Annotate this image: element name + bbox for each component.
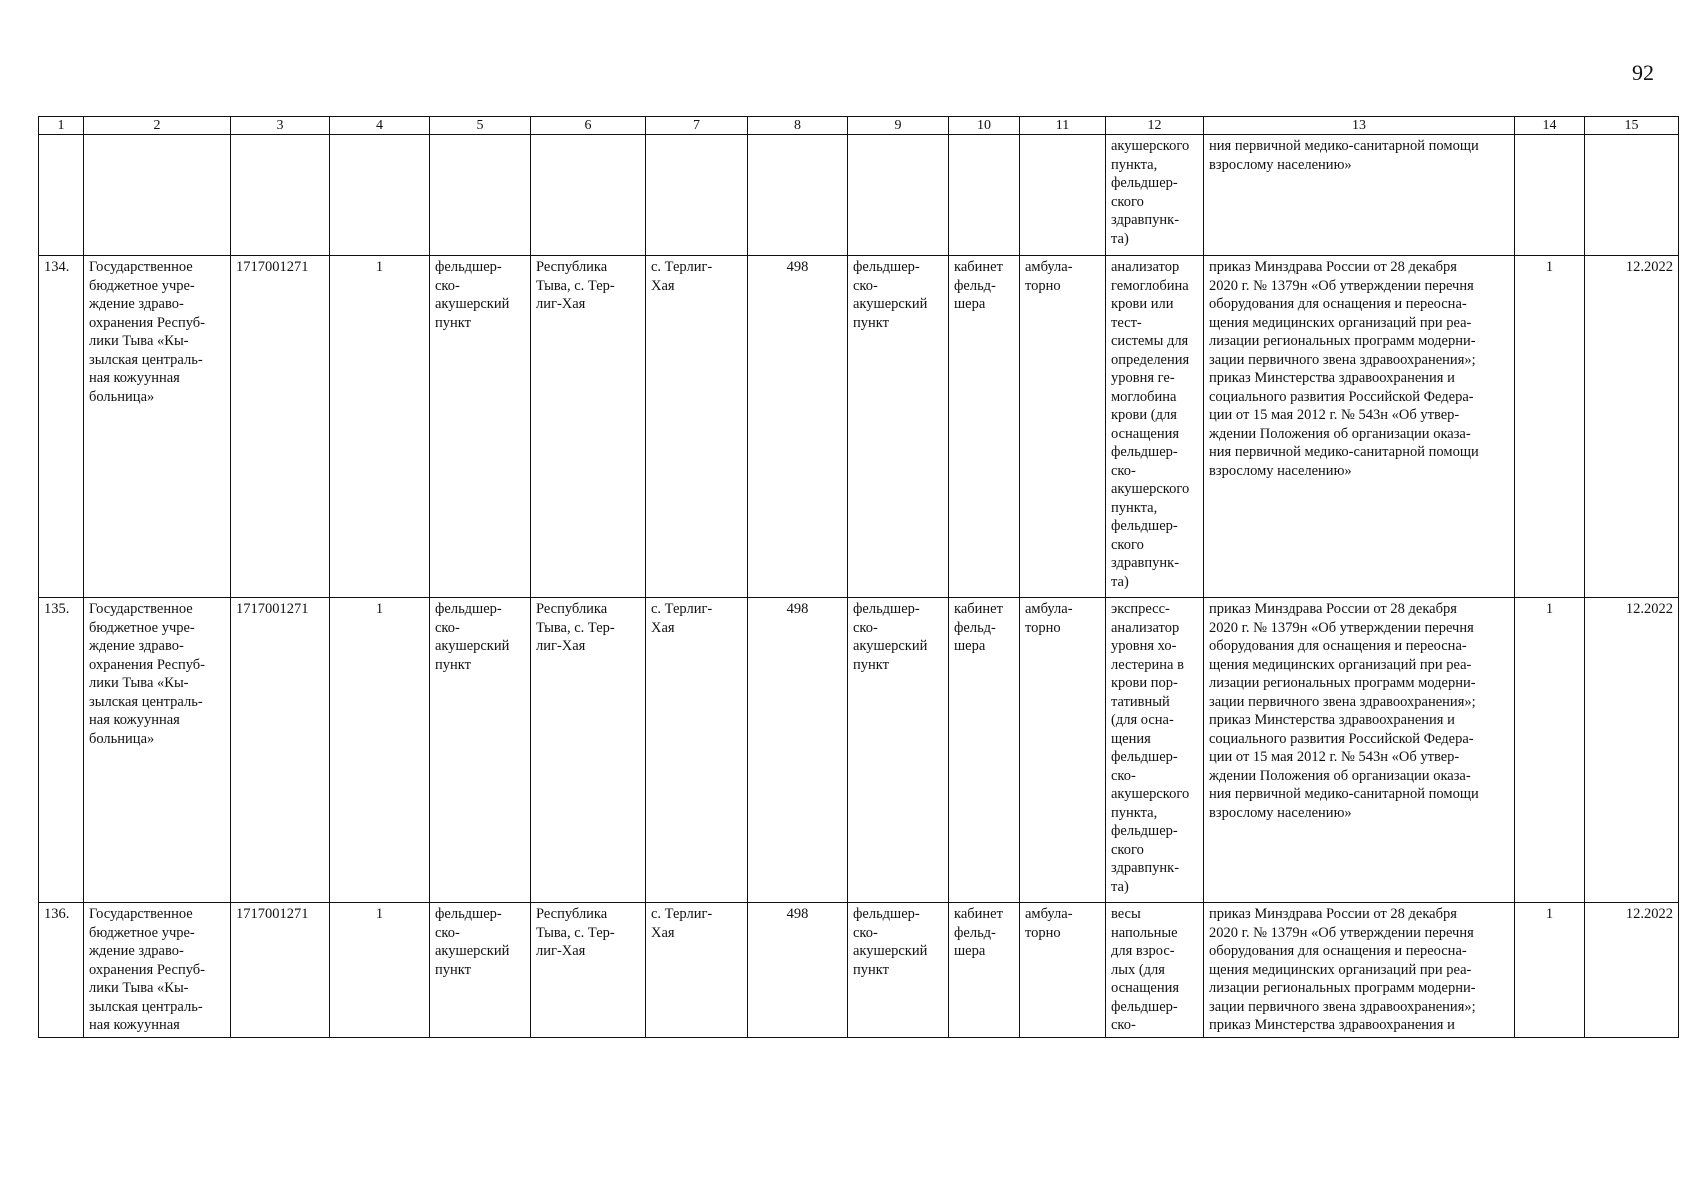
- empty-cell: [84, 135, 231, 256]
- inn-cell: 1717001271: [231, 256, 330, 598]
- equipment-cell: весы напольные для взрос- лых (для оснащения фельдшер- ско-: [1106, 903, 1204, 1038]
- equipment-cell: акушерского пункта, фельдшер- ского здравпунк- та): [1106, 135, 1204, 256]
- room-cell: кабинет фельд- шера: [949, 256, 1020, 598]
- facility-cell: фельдшер- ско- акушерский пункт: [848, 903, 949, 1038]
- legal-basis-cell: приказ Минздрава России от 28 декабря 2020 г. № 1379н «Об утверждении перечня оборудования для оснащения и переосна- щения медицинских организаций при реа- лизации региональных программ модерни- зации первичного звена здравоохранения»; приказ Минстерства здравоохранения и социального развития Российской Федера- ции от 15 мая 2012 г. № 543н «Об утвер- ждении Положения об организации оказа- ния первичной медико-санитарной помощи взрослому населению»: [1204, 598, 1515, 903]
- legal-basis-cell: ния первичной медико-санитарной помощи взрослому населению»: [1204, 135, 1515, 256]
- empty-cell: [949, 135, 1020, 256]
- column-header-11: 11: [1020, 117, 1106, 135]
- column-header-9: 9: [848, 117, 949, 135]
- empty-cell: [531, 135, 646, 256]
- column-header-8: 8: [748, 117, 848, 135]
- room-cell: кабинет фельд- шера: [949, 903, 1020, 1038]
- column-header-10: 10: [949, 117, 1020, 135]
- column-header-6: 6: [531, 117, 646, 135]
- region-cell: Республика Тыва, с. Тер- лиг-Хая: [531, 256, 646, 598]
- date-cell: 12.2022: [1585, 256, 1679, 598]
- empty-cell: [1515, 135, 1585, 256]
- unit-type-cell: фельдшер- ско- акушерский пункт: [430, 598, 531, 903]
- care-type-cell: амбула- торно: [1020, 903, 1106, 1038]
- region-cell: Республика Тыва, с. Тер- лиг-Хая: [531, 598, 646, 903]
- quantity-cell: 1: [1515, 256, 1585, 598]
- care-type-cell: амбула- торно: [1020, 256, 1106, 598]
- column-header-3: 3: [231, 117, 330, 135]
- unit-type-cell: фельдшер- ско- акушерский пункт: [430, 903, 531, 1038]
- row-number-cell: 134.: [39, 256, 84, 598]
- column-header-13: 13: [1204, 117, 1515, 135]
- care-type-cell: амбула- торно: [1020, 598, 1106, 903]
- column-header-15: 15: [1585, 117, 1679, 135]
- equipment-cell: анализатор гемоглобина крови или тест- системы для определения уровня ге- моглобина крови (для оснащения фельдшер- ско- акушерского пункта, фельдшер- ского здравпунк- та): [1106, 256, 1204, 598]
- empty-cell: [430, 135, 531, 256]
- inn-cell: 1717001271: [231, 903, 330, 1038]
- empty-cell: [848, 135, 949, 256]
- institution-cell: Государственное бюджетное учре- ждение здраво- охранения Респуб- лики Тыва «Кы- зылская централь- ная кожуунная больница»: [84, 256, 231, 598]
- empty-cell: [1585, 135, 1679, 256]
- column-header-14: 14: [1515, 117, 1585, 135]
- column-header-5: 5: [430, 117, 531, 135]
- institution-cell: Государственное бюджетное учре- ждение здраво- охранения Респуб- лики Тыва «Кы- зылская централь- ная кожуунная: [84, 903, 231, 1038]
- column-header-7: 7: [646, 117, 748, 135]
- date-cell: 12.2022: [1585, 903, 1679, 1038]
- register-table: [38, 116, 1679, 1038]
- row-number-cell: 136.: [39, 903, 84, 1038]
- institution-cell: Государственное бюджетное учре- ждение здраво- охранения Респуб- лики Тыва «Кы- зылская централь- ная кожуунная больница»: [84, 598, 231, 903]
- empty-cell: [330, 135, 430, 256]
- population-cell: 498: [748, 903, 848, 1038]
- column-number-row: [39, 117, 1679, 135]
- quantity-cell: 1: [1515, 598, 1585, 903]
- continuation-row: [39, 135, 1679, 256]
- row-number-cell: 135.: [39, 598, 84, 903]
- table-row: [39, 598, 1679, 903]
- empty-cell: [1020, 135, 1106, 256]
- column-header-2: 2: [84, 117, 231, 135]
- population-cell: 498: [748, 256, 848, 598]
- page-number: 92: [1632, 60, 1654, 85]
- unit-type-cell: фельдшер- ско- акушерский пункт: [430, 256, 531, 598]
- date-cell: 12.2022: [1585, 598, 1679, 903]
- facility-cell: фельдшер- ско- акушерский пункт: [848, 256, 949, 598]
- population-cell: 498: [748, 598, 848, 903]
- empty-cell: [39, 135, 84, 256]
- column-header-4: 4: [330, 117, 430, 135]
- empty-cell: [748, 135, 848, 256]
- facility-cell: фельдшер- ско- акушерский пункт: [848, 598, 949, 903]
- region-cell: Республика Тыва, с. Тер- лиг-Хая: [531, 903, 646, 1038]
- settlement-cell: с. Терлиг- Хая: [646, 903, 748, 1038]
- empty-cell: [231, 135, 330, 256]
- table-row: [39, 903, 1679, 1038]
- legal-basis-cell: приказ Минздрава России от 28 декабря 2020 г. № 1379н «Об утверждении перечня оборудования для оснащения и переосна- щения медицинских организаций при реа- лизации региональных программ модерни- зации первичного звена здравоохранения»; приказ Минстерства здравоохранения и: [1204, 903, 1515, 1038]
- column-header-12: 12: [1106, 117, 1204, 135]
- settlement-cell: с. Терлиг- Хая: [646, 256, 748, 598]
- table-row: [39, 256, 1679, 598]
- equipment-cell: экспресс- анализатор уровня хо- лестерина в крови пор- тативный (для осна- щения фельдшер- ско- акушерского пункта, фельдшер- ского здравпунк- та): [1106, 598, 1204, 903]
- count-cell: 1: [330, 598, 430, 903]
- count-cell: 1: [330, 903, 430, 1038]
- legal-basis-cell: приказ Минздрава России от 28 декабря 2020 г. № 1379н «Об утверждении перечня оборудования для оснащения и переосна- щения медицинских организаций при реа- лизации региональных программ модерни- зации первичного звена здравоохранения»; приказ Минстерства здравоохранения и социального развития Российской Федера- ции от 15 мая 2012 г. № 543н «Об утвер- ждении Положения об организации оказа- ния первичной медико-санитарной помощи взрослому населению»: [1204, 256, 1515, 598]
- inn-cell: 1717001271: [231, 598, 330, 903]
- empty-cell: [646, 135, 748, 256]
- room-cell: кабинет фельд- шера: [949, 598, 1020, 903]
- count-cell: 1: [330, 256, 430, 598]
- column-header-1: 1: [39, 117, 84, 135]
- settlement-cell: с. Терлиг- Хая: [646, 598, 748, 903]
- quantity-cell: 1: [1515, 903, 1585, 1038]
